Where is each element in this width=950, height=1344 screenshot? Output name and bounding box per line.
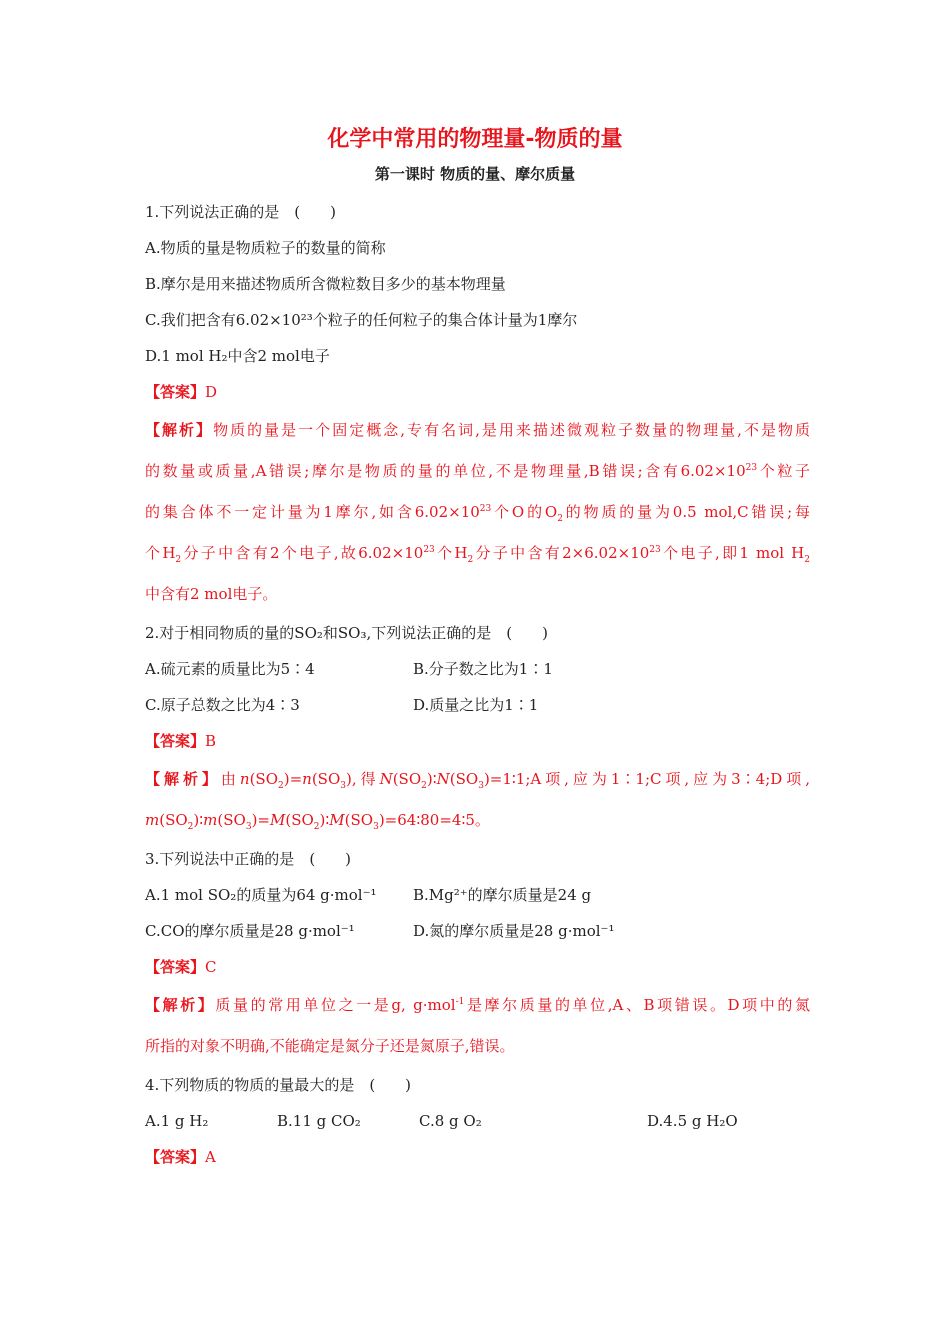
q3-option-c: C.CO的摩尔质量是28 g·mol⁻¹: [145, 922, 355, 940]
q2-answer-value: B: [205, 732, 217, 750]
q4-options-row: [145, 1103, 810, 1139]
q3-explanation: 【解析】质量的常用单位之一是g, g·mol$^{-1}$是摩尔质量的单位,A、B项错误。D项中的氮 所指的对象不明确,不能确定是氮分子还是氮原子,错误。: [145, 996, 810, 1055]
q1-answer-value: D: [205, 383, 218, 401]
q3-option-a: A.1 mol SO₂的质量为64 g·mol⁻¹: [145, 886, 377, 904]
explanation-tag: 【解析】: [145, 770, 221, 788]
q2-option-d: D.质量之比为1∶1: [413, 696, 539, 714]
q1-answer: [145, 374, 810, 410]
q3-option-b: B.Mg²⁺的摩尔质量是24 g: [413, 886, 592, 904]
q2-stem: 2.对于相同物质的量的SO₂和SO₃,下列说法正确的是 ( ): [145, 624, 548, 642]
q2-answer: [145, 723, 810, 759]
q2-explanation: 【解析】由$n(SO_2)=n(SO_3)$,得$N(SO_2)∶N(SO_3)=1∶1;A$项,应为1∶1;C项,应为3∶4;D项, $m(SO_2)∶m(SO_3)=M(SO_2)∶M(SO_3)=64∶80=4∶5$。: [145, 770, 810, 832]
q2-option-b: B.分子数之比为1∶1: [413, 660, 553, 678]
question-list: [145, 194, 810, 1175]
document-subtitle: 第一课时 物质的量、摩尔质量: [374, 165, 576, 183]
q3-stem: 3.下列说法中正确的是 ( ): [145, 850, 352, 868]
q3-answer-value: C: [205, 958, 217, 976]
q2-options-row2: [145, 687, 810, 723]
q4-option-a: A.1 g H₂: [145, 1112, 209, 1130]
answer-tag: 【答案】: [145, 732, 206, 750]
q1-option-c: C.我们把含有6.02×10²³个粒子的任何粒子的集合体计量为1摩尔: [145, 311, 578, 329]
q4-answer-value: A: [205, 1148, 216, 1166]
q1-option-d: D.1 mol H₂中含2 mol电子: [145, 347, 330, 365]
q3-answer: [145, 949, 810, 985]
q4-stem: 4.下列物质的物质的量最大的是 ( ): [145, 1076, 412, 1094]
q4-option-c: C.8 g O₂: [419, 1112, 482, 1130]
q2-option-c: C.原子总数之比为4∶3: [145, 696, 300, 714]
q2-option-a: A.硫元素的质量比为5∶4: [145, 660, 315, 678]
q4-answer: [145, 1139, 810, 1175]
explanation-tag: 【解析】: [145, 421, 214, 439]
q3-options-row2: [145, 913, 810, 949]
q4-option-b: B.11 g CO₂: [277, 1112, 361, 1130]
q1-explanation: 【解析】物质的量是一个固定概念,专有名词,是用来描述微观粒子数量的物理量,不是物质 的数量或质量,A错误;摩尔是物质的量的单位,不是物理量,B错误;含有$6.02\times 10^{23}$个粒子 的集合体不一定计量为1摩尔,如含$6.02\times 10^{23}$个O的$O_2$的物质的量为0.5 mol,C错误;每 个$H_2$分子中含有2个电子,故$6.02\times 10^{23}$个$H_2$分子中含有$2\times 6.02\times 10^{23}$个电子,即1 mol $H_2$ 中含有2 mol电子。: [145, 421, 810, 603]
explanation-tag: 【解析】: [145, 996, 216, 1014]
answer-tag: 【答案】: [145, 1148, 206, 1166]
q3-option-d: D.氮的摩尔质量是28 g·mol⁻¹: [413, 922, 615, 940]
q3-options-row1: [145, 877, 810, 913]
q1-option-a: A.物质的量是物质粒子的数量的简称: [145, 239, 386, 257]
q1-option-b: B.摩尔是用来描述物质所含微粒数目多少的基本物理量: [145, 275, 506, 293]
answer-tag: 【答案】: [145, 958, 206, 976]
q2-options-row1: [145, 651, 810, 687]
q4-option-d: D.4.5 g H₂O: [647, 1112, 738, 1130]
q1-stem: 1.下列说法正确的是 ( ): [145, 203, 337, 221]
document-title: 化学中常用的物理量-物质的量: [327, 127, 623, 152]
answer-tag: 【答案】: [145, 383, 206, 401]
